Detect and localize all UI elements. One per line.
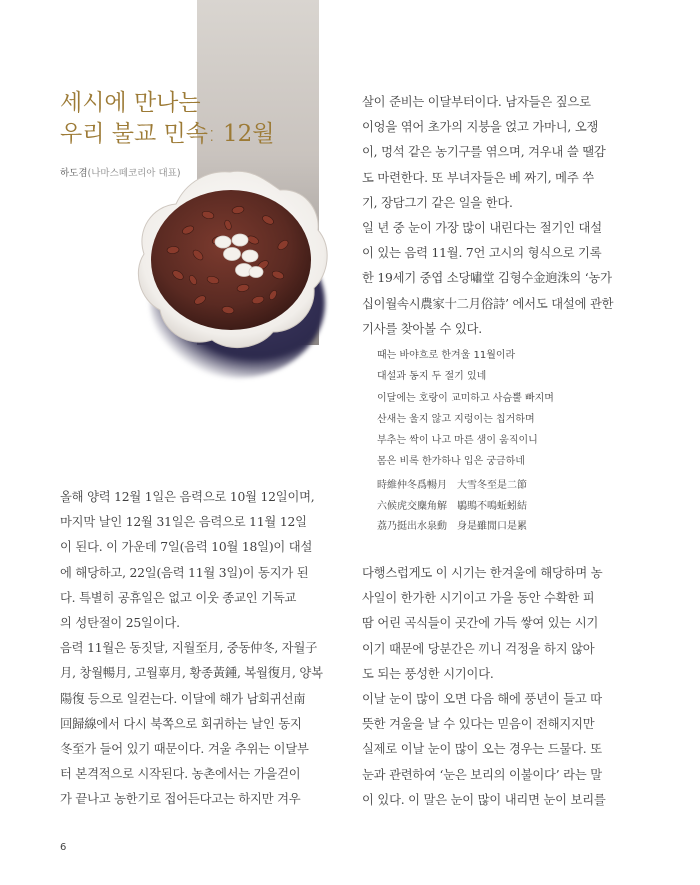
body-text-line: 月, 창월暢月, 고월辜月, 황종黃鍾, 복월復月, 양복 bbox=[60, 666, 323, 681]
poem-line: 대설과 동지 두 절기 있네 bbox=[377, 371, 487, 383]
body-text-line: 뜻한 겨울을 날 수 있다는 믿음이 전해지지만 bbox=[362, 717, 595, 732]
author-affiliation: (나마스떼코리아 대표) bbox=[87, 168, 181, 179]
body-text-line: 다. 특별히 공휴일은 없고 이웃 종교인 기독교 bbox=[60, 590, 297, 605]
poem-hanja-original bbox=[377, 476, 527, 538]
poem-hanja-line: 六候虎交麋角解 鶡鴠不鳴蚯蚓結 bbox=[377, 500, 527, 512]
body-text-line: 도 마련한다. 또 부녀자들은 베 짜기, 메주 쑤 bbox=[362, 170, 594, 185]
body-text-line: 실제로 이날 눈이 많이 오는 경우는 드물다. 또 bbox=[362, 742, 602, 757]
title-month: 12월 bbox=[223, 121, 275, 147]
poem-line: 몸은 비록 한가하나 입은 궁금하네 bbox=[377, 456, 525, 468]
body-column-right-bottom bbox=[362, 561, 622, 813]
body-text-line: 터 본격적으로 시작된다. 농촌에서는 가을걷이 bbox=[60, 767, 301, 782]
body-text-line: 에 해당하고, 22일(음력 11월 3일)이 동지가 된 bbox=[60, 565, 309, 580]
body-text-line: 이 있다. 이 말은 눈이 많이 내리면 눈이 보리를 bbox=[362, 792, 606, 807]
body-text-line: 이기 때문에 당분간은 끼니 걱정을 하지 않아 bbox=[362, 641, 595, 656]
body-column-left-bottom bbox=[60, 485, 322, 813]
body-text-line: 回歸線에서 다시 북쪽으로 회귀하는 날인 동지 bbox=[60, 716, 302, 731]
body-column-right-top bbox=[362, 90, 622, 342]
body-text-line: 한 19세기 중엽 소당嘯堂 김형수金逈洙의 ‘농가 bbox=[362, 271, 612, 286]
body-text-line: 이 된다. 이 가운데 7일(음력 10월 18일)이 대설 bbox=[60, 540, 313, 555]
body-text-line: 기사를 찾아볼 수 있다. bbox=[362, 321, 482, 336]
body-text-line: 음력 11월은 동짓달, 지월至月, 중동仲冬, 자월子 bbox=[60, 641, 318, 656]
body-text-line: 이날 눈이 많이 오면 다음 해에 풍년이 들고 따 bbox=[362, 692, 602, 707]
poem-line: 이달에는 호랑이 교미하고 사슴뿔 빠지며 bbox=[377, 392, 554, 404]
body-text-line: 도 되는 풍성한 시기이다. bbox=[362, 666, 494, 681]
body-text-line: 땀 어린 곡식들이 곳간에 가득 쌓여 있는 시기 bbox=[362, 616, 599, 631]
body-text-line: 마지막 날인 12월 31일은 음력으로 11월 12일 bbox=[60, 515, 307, 530]
author-name: 하도겸 bbox=[60, 168, 88, 179]
body-text-line: 눈과 관련하여 ‘눈은 보리의 이불이다’ 라는 말 bbox=[362, 767, 602, 782]
body-text-line: 이, 멍석 같은 농기구를 엮으며, 겨우내 쓸 땔감 bbox=[362, 145, 606, 160]
body-text-line: 冬至가 들어 있기 때문이다. 겨울 추위는 이달부 bbox=[60, 742, 309, 757]
body-text-line: 일 년 중 눈이 가장 많이 내린다는 절기인 대설 bbox=[362, 221, 602, 236]
title-line-1: 세시에 만나는 bbox=[60, 90, 201, 116]
body-text-line: 다행스럽게도 이 시기는 한겨울에 해당하며 농 bbox=[362, 566, 603, 580]
title-line-2 bbox=[60, 119, 275, 150]
body-text-line: 의 성탄절이 25일이다. bbox=[60, 616, 180, 631]
body-text-line: 올해 양력 12월 1일은 음력으로 10월 12일이며, bbox=[60, 490, 315, 504]
body-text-line: 이 있는 음력 11월. 7언 고시의 형식으로 기록 bbox=[362, 246, 602, 261]
article-title bbox=[60, 88, 275, 150]
poem-korean-translation bbox=[377, 345, 554, 473]
body-text-line: 陽復 등으로 일컫는다. 이달에 해가 남회귀선南 bbox=[60, 691, 306, 706]
poem-line: 때는 바야흐로 한겨울 11월이라 bbox=[377, 350, 516, 361]
title-line-2-text: 우리 불교 민속: bbox=[60, 121, 223, 147]
body-text-line: 사일이 한가한 시기이고 가을 동안 수확한 피 bbox=[362, 591, 595, 606]
poem-line: 산새는 울지 않고 지렁이는 칩거하며 bbox=[377, 413, 535, 425]
poem-hanja-line: 荔乃挺出水泉動 身是雖閒口是累 bbox=[377, 521, 527, 532]
poem-line: 부추는 싹이 나고 마른 샘이 움직이니 bbox=[377, 435, 538, 447]
red-bean-porridge-bowl-icon bbox=[128, 160, 333, 360]
body-text-line: 기, 장담그기 같은 일을 한다. bbox=[362, 195, 513, 210]
body-text-line: 가 끝나고 농한기로 접어든다고는 하지만 겨우 bbox=[60, 792, 301, 807]
poem-hanja-line: 時維仲冬爲暢月 大雪冬至是二節 bbox=[377, 480, 527, 491]
page-number: 6 bbox=[60, 842, 67, 853]
body-text-line: 이엉을 엮어 초가의 지붕을 얹고 가마니, 오쟁 bbox=[362, 120, 599, 135]
body-text-line: 살이 준비는 이달부터이다. 남자들은 짚으로 bbox=[362, 95, 591, 109]
body-text-line: 십이월속시農家十二月俗詩’ 에서도 대설에 관한 bbox=[362, 296, 614, 311]
